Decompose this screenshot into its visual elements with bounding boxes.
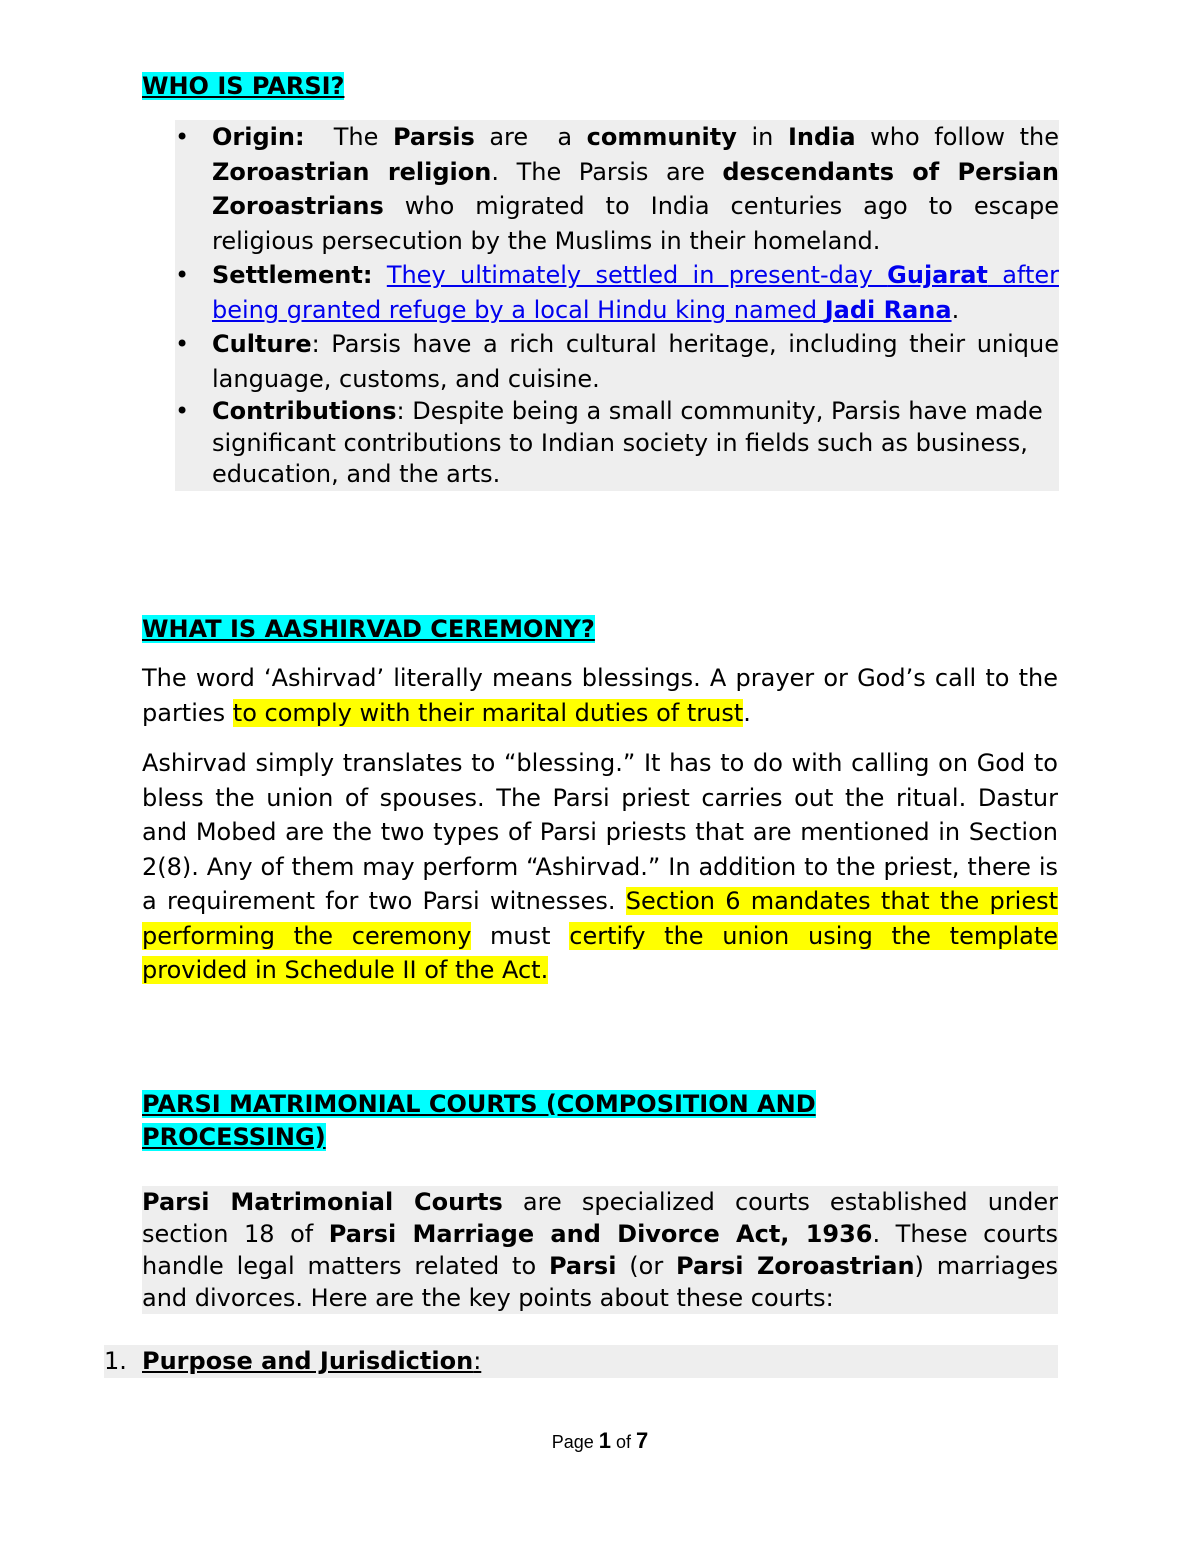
bullet-contributions: • Contributions: Despite being a small community, Parsis have made significant contributions to Indian society in fields such as business, education, and the arts. xyxy=(175,396,1059,491)
bullet-origin: • Origin: The Parsis are a community in India who follow the Zoroastrian religion. The Parsis are descendants of Persian Zoroastrians who migrated to India centuries ago to escape religious persecution by the Muslims in their homeland. xyxy=(175,120,1059,258)
bullet-settlement: • Settlement: They ultimately settled in present-day Gujarat after being granted refuge by a local Hindu king named Jadi Rana. xyxy=(175,258,1059,327)
heading-who-is-parsi: WHO IS PARSI? xyxy=(142,72,345,100)
page-footer: Page 1 of 7 xyxy=(551,1428,649,1453)
numbered-item-purpose: 1. Purpose and Jurisdiction: xyxy=(104,1345,1058,1378)
bullet-culture: • Culture: Parsis have a rich cultural heritage, including their unique language, customs, and cuisine. xyxy=(175,327,1059,396)
matrimonial-courts-paragraph: Parsi Matrimonial Courts are specialized courts established under section 18 of Parsi Marriage and Divorce Act, 1936. These courts handle legal matters related to Parsi (or Parsi Zoroastrian) marriages and divorces. Here are the key points about these courts: xyxy=(142,1188,1059,1312)
heading-matrimonial-courts: PARSI MATRIMONIAL COURTS (COMPOSITION AND PROCESSING) xyxy=(142,1090,816,1151)
heading-aashirvad: WHAT IS AASHIRVAD CEREMONY? xyxy=(142,615,595,643)
settlement-link[interactable]: They ultimately settled in present-day Gujarat after being granted refuge by a local Hindu king named Jadi Rana xyxy=(212,261,1059,324)
aashirvad-paragraph-2: Ashirvad simply translates to “blessing.” It has to do with calling on God to bless the union of spouses. The Parsi priest carries out the ritual. Dastur and Mobed are the two types of Parsi priests that are mentioned in Section 2(8). Any of them may perform “Ashirvad.” In addition to the priest, there is a requirement for two Parsi witnesses. Section 6 mandates that the priest performing the ceremony must certify the union using the template provided in Schedule II of the Act. xyxy=(142,749,1059,984)
parsi-bullet-list xyxy=(175,120,1059,491)
aashirvad-paragraph-1: The word ‘Ashirvad’ literally means blessings. A prayer or God’s call to the parties to comply with their marital duties of trust. xyxy=(142,664,1058,727)
